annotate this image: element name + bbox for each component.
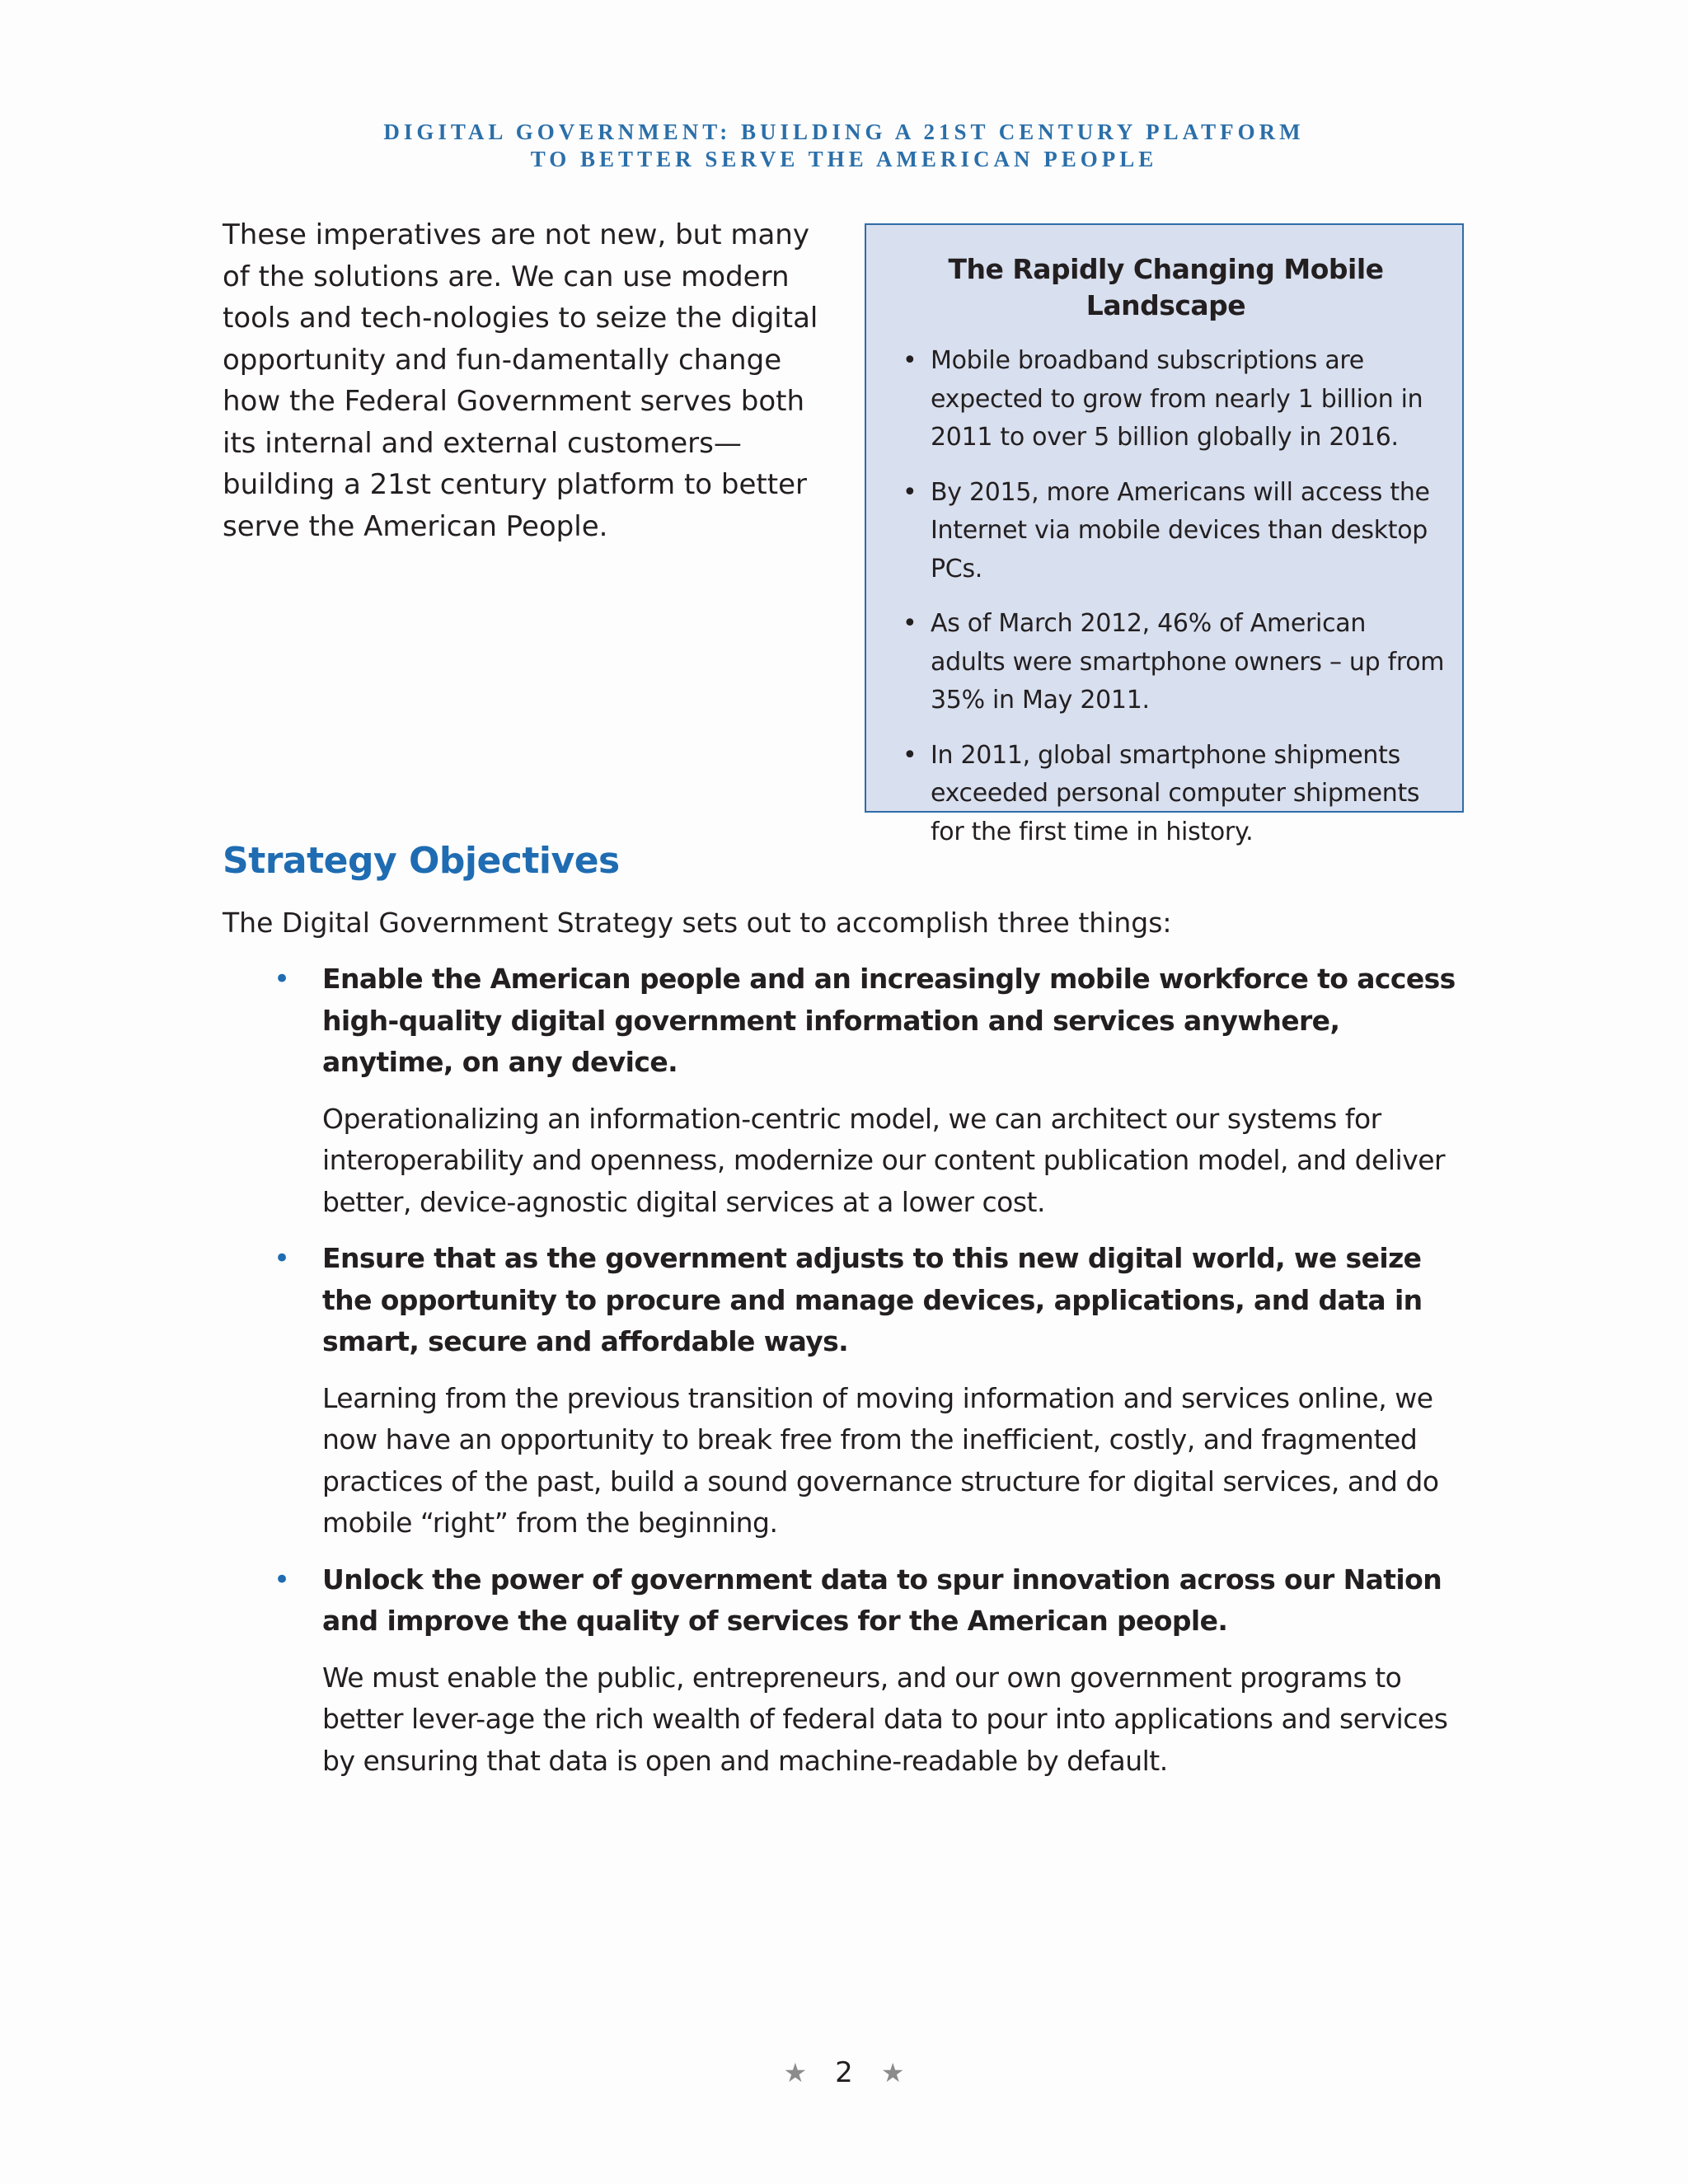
objective-title: Enable the American people and an increasingly mobile workforce to access high-quality digital government information and services anywhere, anytime, on any device. bbox=[322, 963, 1456, 1078]
bullet-icon: • bbox=[903, 477, 917, 507]
sidebar-list bbox=[886, 342, 1446, 851]
sidebar-item-text: By 2015, more Americans will access the Internet via mobile devices than desktop PCs. bbox=[931, 477, 1430, 583]
page-number: 2 bbox=[835, 2056, 853, 2089]
objective-body: Learning from the previous transition of moving information and services online, we now have an opportunity to break free from the inefficient, costly, and fragmented practices of the past, build a sound governance structure for digital services, and do mobile “right” from the beginning. bbox=[322, 1381, 1439, 1539]
bullet-icon: • bbox=[274, 1563, 291, 1596]
sidebar-list-item bbox=[886, 605, 1446, 720]
objective-item bbox=[223, 1238, 1464, 1544]
sidebar-list-item bbox=[886, 474, 1446, 589]
objective-title: Unlock the power of government data to spur innovation across our Nation and improve the quality of services for the American people. bbox=[322, 1563, 1442, 1637]
sidebar-item-text: As of March 2012, 46% of American adults were smartphone owners – up from 35% in May 2011. bbox=[931, 609, 1445, 715]
objective-item bbox=[223, 1559, 1464, 1783]
bullet-icon: • bbox=[903, 609, 917, 638]
star-icon: ★ bbox=[880, 2057, 905, 2088]
mobile-landscape-sidebar bbox=[865, 223, 1464, 846]
sidebar-item-text: Mobile broadband subscriptions are expected to grow from nearly 1 billion in 2011 to over 5 billion globally in 2016. bbox=[931, 346, 1423, 452]
running-header-line-2: TO BETTER SERVE THE AMERICAN PEOPLE bbox=[530, 147, 1158, 171]
bullet-icon: • bbox=[274, 1242, 291, 1275]
bullet-icon: • bbox=[274, 963, 291, 996]
sidebar-title: The Rapidly Changing Mobile Landscape bbox=[948, 253, 1384, 321]
star-icon: ★ bbox=[783, 2057, 808, 2088]
section-lead: The Digital Government Strategy sets out to accomplish three things: bbox=[223, 907, 1172, 939]
running-header bbox=[0, 119, 1688, 173]
section-heading: Strategy Objectives bbox=[223, 840, 620, 882]
objective-title: Ensure that as the government adjusts to this new digital world, we seize the opportunity to procure and manage devices, applications, and data in smart, secure and affordable ways. bbox=[322, 1242, 1423, 1357]
objective-body: We must enable the public, entrepreneurs, and our own government programs to better lever-age the rich wealth of federal data to pour into applications and services by ensuring that data is open and machine-readable by default. bbox=[322, 1661, 1448, 1777]
sidebar-item-text: In 2011, global smartphone shipments exceeded personal computer shipments for the first time in history. bbox=[931, 740, 1420, 846]
sidebar-list-item bbox=[886, 737, 1446, 852]
bullet-icon: • bbox=[903, 346, 917, 375]
objectives-list bbox=[223, 958, 1464, 1797]
objective-body: Operationalizing an information-centric model, we can architect our systems for interoperability and openness, modernize our content publication model, and deliver better, device-agnostic digital services at a lower cost. bbox=[322, 1102, 1446, 1218]
sidebar-list-item bbox=[886, 342, 1446, 457]
page-footer bbox=[0, 2055, 1688, 2091]
running-header-line-1: DIGITAL GOVERNMENT: BUILDING A 21ST CENTURY PLATFORM bbox=[383, 120, 1305, 144]
bullet-icon: • bbox=[903, 740, 917, 770]
objective-item bbox=[223, 958, 1464, 1223]
intro-paragraph: These imperatives are not new, but many of the solutions are. We can use modern tools and tech-nologies to seize the digital opportunity and fun-damentally change how the Federal Government serves both its internal and external customers—building a 21st century platform to better serve the American People. bbox=[223, 218, 818, 543]
